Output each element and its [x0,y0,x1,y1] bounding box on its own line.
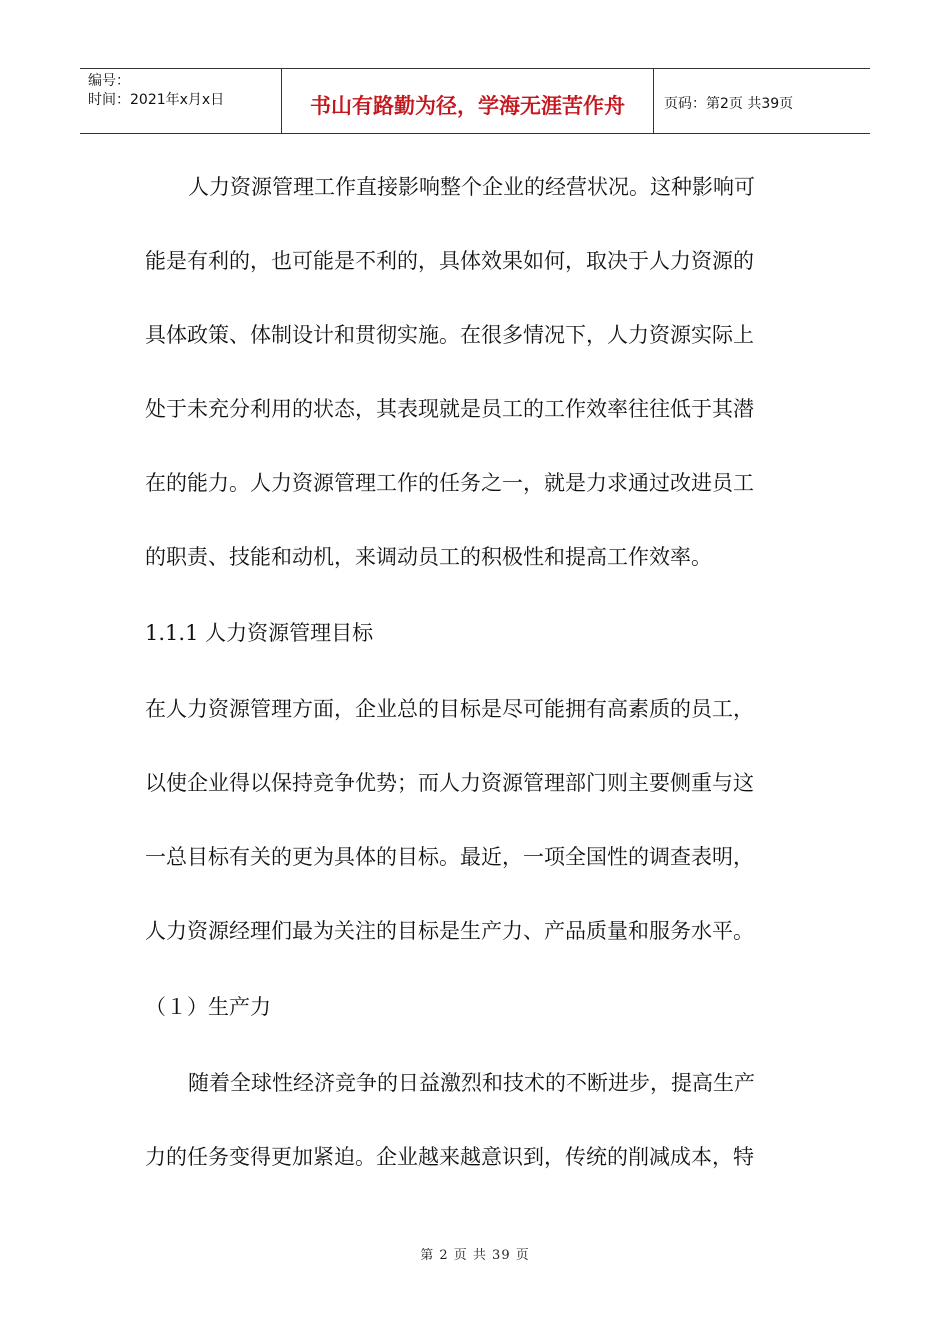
paragraph-line: 具体政策、体制设计和贯彻实施。在很多情况下，人力资源实际上 [145,323,754,347]
paragraph-line: 一总目标有关的更为具体的目标。最近，一项全国性的调查表明， [145,845,754,869]
document-time-label: 时间：2021年x月x日 [88,92,225,108]
section-heading: 1.1.1 人力资源管理目标 [145,621,374,645]
paragraph-line: 在的能力。人力资源管理工作的任务之一，就是力求通过改进员工 [145,471,754,495]
header-page-info: 页码：第2页 共39页 [664,96,794,112]
header-meta [80,69,282,133]
paragraph-line: 力的任务变得更加紧迫。企业越来越意识到，传统的削减成本，特 [145,1145,754,1169]
paragraph-line: 以使企业得以保持竞争优势；而人力资源管理部门则主要侧重与这 [145,771,754,795]
paragraph-line: 人力资源管理工作直接影响整个企业的经营状况。这种影响可 [188,175,755,199]
paragraph-line: 的职责、技能和动机，来调动员工的积极性和提高工作效率。 [145,545,712,569]
document-body [145,150,795,1194]
header-motto: 书山有路勤为径，学海无涯苦作舟 [282,69,654,133]
page-header [80,68,870,134]
page-footer: 第 2 页 共 39 页 [420,1248,530,1263]
paragraph-line: 随着全球性经济竞争的日益激烈和技术的不断进步，提高生产 [188,1071,755,1095]
paragraph-line: 处于未充分利用的状态，其表现就是员工的工作效率往往低于其潜 [145,397,754,421]
sub-heading: （１）生产力 [145,995,271,1019]
document-number-label: 编号： [88,73,130,89]
paragraph-line: 在人力资源管理方面，企业总的目标是尽可能拥有高素质的员工， [145,697,754,721]
paragraph-line: 能是有利的，也可能是不利的，具体效果如何，取决于人力资源的 [145,249,754,273]
paragraph-line: 人力资源经理们最为关注的目标是生产力、产品质量和服务水平。 [145,919,754,943]
